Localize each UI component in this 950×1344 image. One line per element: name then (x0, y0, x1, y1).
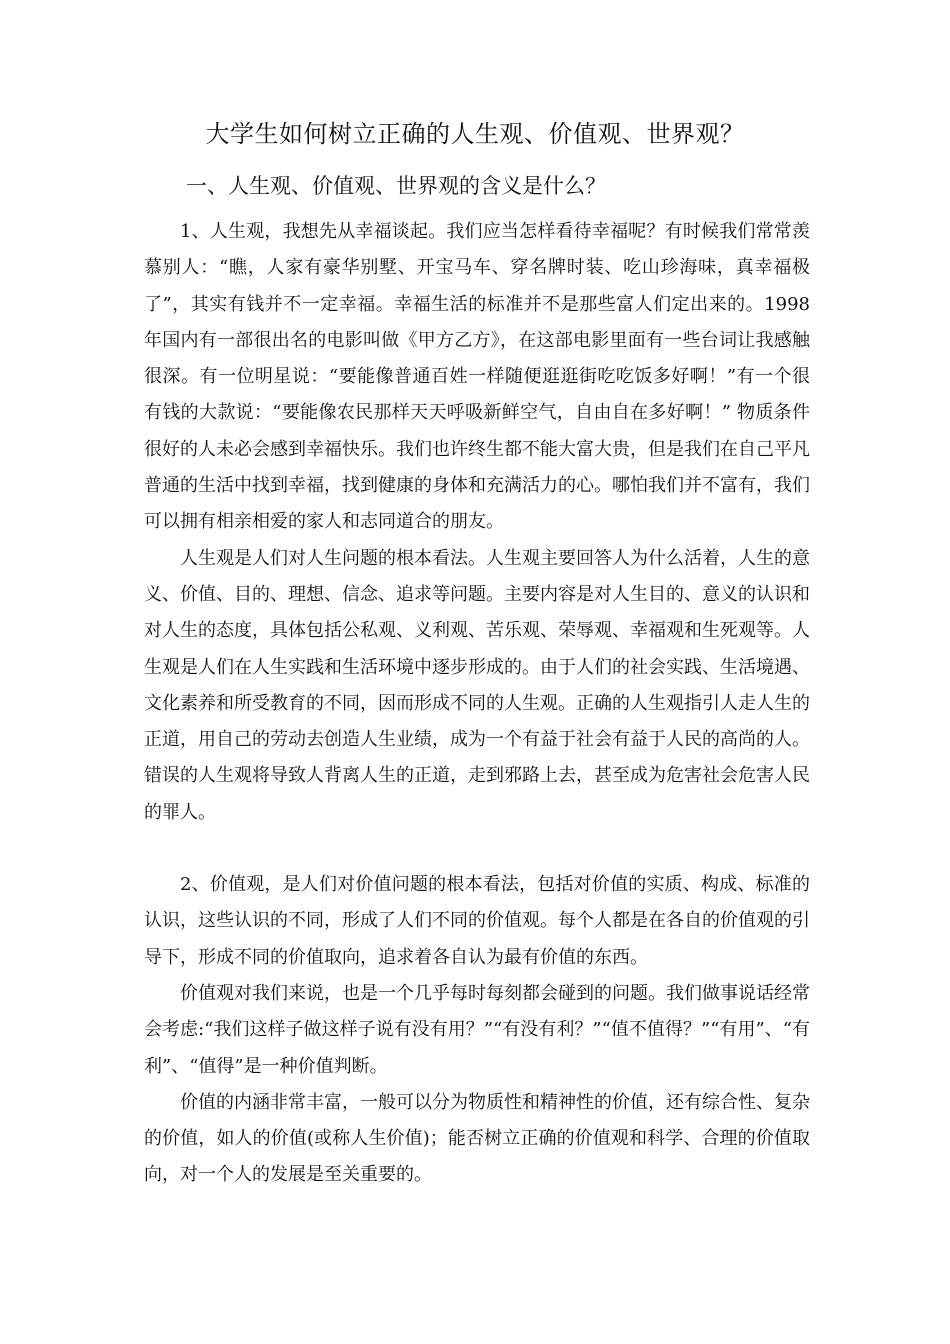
document-body (144, 214, 810, 1194)
paragraph-values-connotation: 价值的内涵非常丰富，一般可以分为物质性和精神性的价值，还有综合性、复杂的价值，如人的价值(或称人生价值)；能否树立正确的价值观和科学、合理的价值取向，对一个人的发展是至关重要的。 (144, 1091, 810, 1186)
paragraph-values-daily: 价值观对我们来说，也是一个几乎每时每刻都会碰到的问题。我们做事说话经常会考虑:“我们这样子做这样子说有没有用？”“有没有利？”“值不值得？”“有用”、“有利”、“值得”是一种价值判断。 (144, 982, 810, 1077)
paragraph-values-definition: 2、价值观，是人们对价值问题的根本看法，包括对价值的实质、构成、标准的认识，这些认识的不同，形成了人们不同的价值观。每个人都是在各自的价值观的引导下，形成不同的价值取向，追求着各自认为最有价值的东西。 (144, 874, 810, 968)
section-heading: 一、人生观、价值观、世界观的含义是什么？ (186, 174, 606, 198)
paragraph-outlook-on-life-definition: 人生观是人们对人生问题的根本看法。人生观主要回答人为什么活着，人生的意义、价值、目的、理想、信念、追求等问题。主要内容是对人生目的、意义的认识和对人生的态度，具体包括公私观、义利观、苦乐观、荣辱观、幸福观和生死观等。人生观是人们在人生实践和生活环境中逐步形成的。由于人们的社会实践、生活境遇、文化素养和所受教育的不同，因而形成不同的人生观。正确的人生观指引人走人生的正道，用自己的劳动去创造人生业绩，成为一个有益于社会有益于人民的高尚的人。错误的人生观将导致人背离人生的正道，走到邪路上去，甚至成为危害社会危害人民的罪人。 (144, 547, 810, 823)
document-title: 大学生如何树立正确的人生观、价值观、世界观？ (205, 120, 745, 148)
paragraph-outlook-on-life-intro: 1、人生观，我想先从幸福谈起。我们应当怎样看待幸福呢？有时候我们常常羡慕别人：“瞧，人家有豪华别墅、开宝马车、穿名牌时装、吃山珍海味，真幸福极了”，其实有钱并不一定幸福。幸福生活的标准并不是那些富人们定出来的。1998年国内有一部很出名的电影叫做《甲方乙方》，在这部电影里面有一些台词让我感触很深。有一位明星说：“要能像普通百姓一样随便逛逛街吃吃饭多好啊！”有一个很有钱的大款说：“要能像农民那样天天呼吸新鲜空气，自由自在多好啊！” 物质条件很好的人未必会感到幸福快乐。我们也许终生都不能大富大贵，但是我们在自己平凡普通的生活中找到幸福，找到健康的身体和充满活力的心。哪怕我们并不富有，我们可以拥有相亲相爱的家人和志同道合的朋友。 (144, 221, 810, 533)
